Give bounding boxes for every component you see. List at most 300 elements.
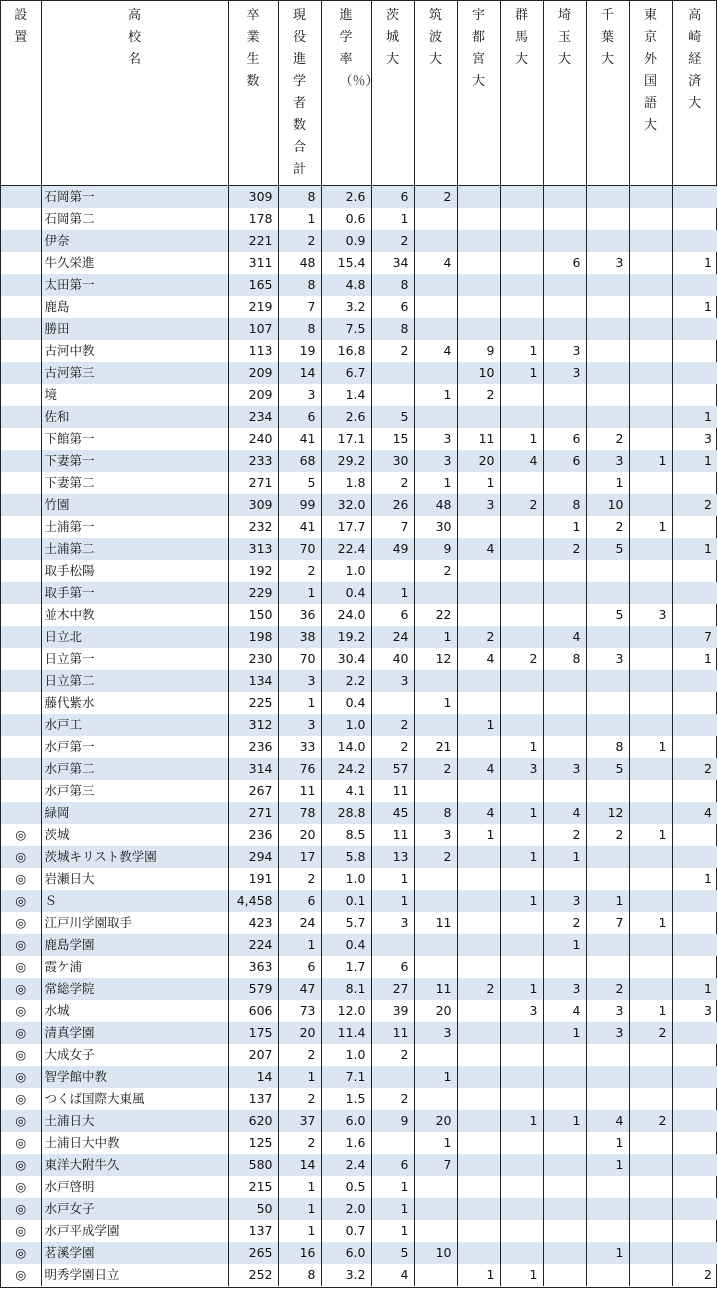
value-cell: 6 [371, 1154, 414, 1176]
value-cell [543, 1044, 586, 1066]
setup-mark-cell [1, 516, 41, 538]
value-cell: 2 [278, 1132, 321, 1154]
value-cell [414, 582, 457, 604]
value-cell [414, 1044, 457, 1066]
value-cell: 1 [457, 714, 500, 736]
value-cell: 48 [414, 494, 457, 516]
setup-mark-cell [1, 494, 41, 516]
value-cell [543, 670, 586, 692]
value-cell [629, 582, 672, 604]
value-cell: 11 [371, 824, 414, 846]
school-name-cell: 土浦日大 [41, 1110, 228, 1132]
value-cell: 3 [500, 758, 543, 780]
setup-mark-cell [1, 714, 41, 736]
school-name-cell: 岩瀬日大 [41, 868, 228, 890]
value-cell [586, 186, 629, 209]
value-cell: 1 [629, 450, 672, 472]
value-cell [586, 560, 629, 582]
value-cell: 12.0 [321, 1000, 371, 1022]
value-cell: 1 [414, 626, 457, 648]
value-cell [586, 230, 629, 252]
value-cell: 57 [371, 758, 414, 780]
value-cell [629, 868, 672, 890]
value-cell [500, 1066, 543, 1088]
setup-mark-cell [1, 648, 41, 670]
value-cell: 2 [414, 846, 457, 868]
value-cell: 2 [457, 384, 500, 406]
value-cell [500, 1176, 543, 1198]
value-cell [629, 956, 672, 978]
value-cell: 1 [278, 1176, 321, 1198]
value-cell: 294 [228, 846, 278, 868]
value-cell [672, 1088, 717, 1110]
school-name-cell: Ｓ [41, 890, 228, 912]
value-cell [371, 384, 414, 406]
value-cell: 30 [371, 450, 414, 472]
column-header-utsunomiya-univ: 宇都宮大 [457, 1, 500, 186]
value-cell [543, 560, 586, 582]
value-cell [500, 208, 543, 230]
value-cell: 2 [672, 758, 717, 780]
value-cell: 7.1 [321, 1066, 371, 1088]
setup-mark-cell [1, 758, 41, 780]
value-cell: 1 [672, 868, 717, 890]
school-name-cell: 竹園 [41, 494, 228, 516]
value-cell: 125 [228, 1132, 278, 1154]
value-cell [629, 406, 672, 428]
school-name-cell: 茨城 [41, 824, 228, 846]
school-name-cell: 水戸啓明 [41, 1176, 228, 1198]
value-cell [586, 670, 629, 692]
value-cell: 15 [371, 428, 414, 450]
value-cell [500, 186, 543, 209]
value-cell [457, 1022, 500, 1044]
school-name-cell: 下妻第一 [41, 450, 228, 472]
value-cell: 312 [228, 714, 278, 736]
value-cell: 7 [371, 516, 414, 538]
value-cell [543, 714, 586, 736]
value-cell: 1 [500, 846, 543, 868]
value-cell [543, 956, 586, 978]
school-name-cell: 境 [41, 384, 228, 406]
value-cell: 0.5 [321, 1176, 371, 1198]
value-cell [672, 780, 717, 802]
value-cell: 10 [457, 362, 500, 384]
value-cell [500, 296, 543, 318]
school-name-cell: 緑岡 [41, 802, 228, 824]
value-cell [500, 714, 543, 736]
value-cell [629, 934, 672, 956]
value-cell: 3 [543, 890, 586, 912]
value-cell: 137 [228, 1088, 278, 1110]
value-cell: 0.4 [321, 582, 371, 604]
table-row [1, 1110, 717, 1132]
value-cell: 6 [543, 428, 586, 450]
value-cell: 2 [586, 824, 629, 846]
value-cell [586, 1176, 629, 1198]
setup-mark-cell: ◎ [15, 871, 27, 886]
value-cell [543, 208, 586, 230]
value-cell [672, 912, 717, 934]
value-cell: 1 [457, 472, 500, 494]
value-cell: 4 [414, 340, 457, 362]
value-cell: 1 [500, 340, 543, 362]
setup-mark-cell [1, 582, 41, 604]
table-row [1, 560, 717, 582]
value-cell: 4 [672, 802, 717, 824]
value-cell: 4 [457, 758, 500, 780]
value-cell [586, 296, 629, 318]
value-cell: 1.4 [321, 384, 371, 406]
setup-mark-cell [1, 186, 41, 209]
table-row [1, 1220, 717, 1242]
value-cell: 11 [457, 428, 500, 450]
value-cell: 14 [278, 362, 321, 384]
value-cell [457, 208, 500, 230]
value-cell [672, 1066, 717, 1088]
value-cell: 6 [371, 296, 414, 318]
value-cell: 16.8 [321, 340, 371, 362]
value-cell [629, 846, 672, 868]
table-row [1, 208, 717, 230]
school-name-cell: 水戸女子 [41, 1198, 228, 1220]
column-header-saitama-univ: 埼玉大 [543, 1, 586, 186]
value-cell: 2.0 [321, 1198, 371, 1220]
value-cell: 1 [500, 736, 543, 758]
value-cell: 3 [543, 978, 586, 1000]
value-cell: 8.1 [321, 978, 371, 1000]
table-row [1, 890, 717, 912]
value-cell: 1 [414, 1066, 457, 1088]
value-cell: 225 [228, 692, 278, 714]
school-name-cell: 勝田 [41, 318, 228, 340]
school-name-cell: 常総学院 [41, 978, 228, 1000]
value-cell [500, 560, 543, 582]
value-cell: 1 [414, 692, 457, 714]
value-cell [457, 560, 500, 582]
value-cell [629, 626, 672, 648]
value-cell: 107 [228, 318, 278, 340]
value-cell: 4 [543, 626, 586, 648]
value-cell [629, 1176, 672, 1198]
value-cell [543, 1088, 586, 1110]
value-cell [500, 934, 543, 956]
table-row [1, 406, 717, 428]
value-cell [672, 1110, 717, 1132]
value-cell: 11 [278, 780, 321, 802]
setup-mark-cell [1, 626, 41, 648]
value-cell [457, 1176, 500, 1198]
value-cell: 2 [586, 516, 629, 538]
value-cell [672, 1132, 717, 1154]
column-header-rate: 進学率（％） [321, 1, 371, 186]
table-row [1, 582, 717, 604]
value-cell [414, 296, 457, 318]
value-cell: 1 [543, 846, 586, 868]
value-cell [629, 560, 672, 582]
value-cell [543, 582, 586, 604]
value-cell [543, 1242, 586, 1264]
value-cell: 2.6 [321, 186, 371, 209]
setup-mark-cell [1, 274, 41, 296]
value-cell: 3 [672, 1000, 717, 1022]
setup-mark-cell: ◎ [15, 915, 27, 930]
value-cell [629, 648, 672, 670]
value-cell [500, 868, 543, 890]
value-cell [457, 670, 500, 692]
table-row [1, 868, 717, 890]
value-cell: 2 [543, 824, 586, 846]
setup-mark-cell: ◎ [1, 846, 41, 868]
value-cell: 313 [228, 538, 278, 560]
value-cell [500, 582, 543, 604]
table-row [1, 296, 717, 318]
value-cell: 34 [371, 252, 414, 274]
value-cell [672, 274, 717, 296]
column-header-chiba-univ: 千葉大 [586, 1, 629, 186]
value-cell: 99 [278, 494, 321, 516]
table-row [1, 604, 717, 626]
value-cell: 8 [278, 1264, 321, 1286]
value-cell: 1 [278, 1220, 321, 1242]
value-cell [672, 1154, 717, 1176]
table-row [1, 1154, 717, 1176]
value-cell: 76 [278, 758, 321, 780]
value-cell: 1 [500, 802, 543, 824]
value-cell [500, 780, 543, 802]
value-cell: 7.5 [321, 318, 371, 340]
value-cell: 1 [371, 890, 414, 912]
value-cell: 2 [629, 1022, 672, 1044]
value-cell [672, 230, 717, 252]
value-cell: 1 [672, 450, 717, 472]
table-row [1, 736, 717, 758]
value-cell [457, 780, 500, 802]
value-cell: 4 [543, 802, 586, 824]
value-cell [543, 780, 586, 802]
value-cell [543, 1198, 586, 1220]
value-cell: 4,458 [228, 890, 278, 912]
value-cell: 11.4 [321, 1022, 371, 1044]
value-cell: 5 [371, 1242, 414, 1264]
value-cell [457, 230, 500, 252]
setup-mark-cell: ◎ [15, 1223, 27, 1238]
value-cell [672, 318, 717, 340]
setup-mark-cell: ◎ [15, 1003, 27, 1018]
value-cell: 8 [278, 274, 321, 296]
value-cell [543, 296, 586, 318]
value-cell [672, 362, 717, 384]
setup-mark-cell: ◎ [15, 959, 27, 974]
value-cell [500, 516, 543, 538]
table-row [1, 340, 717, 362]
value-cell [629, 670, 672, 692]
value-cell: 11 [371, 780, 414, 802]
value-cell: 1.6 [321, 1132, 371, 1154]
value-cell [672, 604, 717, 626]
value-cell: 1 [586, 890, 629, 912]
school-name-cell: 水城 [41, 1000, 228, 1022]
column-header-setup: 設置 [1, 1, 41, 186]
value-cell [672, 340, 717, 362]
school-name-cell: 水戸平成学園 [41, 1220, 228, 1242]
value-cell: 3 [414, 1022, 457, 1044]
value-cell [414, 1088, 457, 1110]
value-cell: 1 [371, 582, 414, 604]
value-cell: 1 [278, 1198, 321, 1220]
school-name-cell: 日立第一 [41, 648, 228, 670]
value-cell: 24 [371, 626, 414, 648]
setup-mark-cell [1, 780, 41, 802]
value-cell [586, 208, 629, 230]
table-row [1, 472, 717, 494]
setup-mark-cell [1, 692, 41, 714]
value-cell: 1 [371, 1220, 414, 1242]
value-cell [672, 934, 717, 956]
value-cell [586, 340, 629, 362]
value-cell [586, 582, 629, 604]
value-cell: 1 [500, 428, 543, 450]
setup-mark-cell: ◎ [1, 934, 41, 956]
table-row [1, 274, 717, 296]
value-cell: 1 [500, 1264, 543, 1286]
value-cell [500, 604, 543, 626]
value-cell [500, 472, 543, 494]
value-cell [672, 890, 717, 912]
value-cell: 1 [371, 868, 414, 890]
value-cell: 2 [371, 736, 414, 758]
value-cell: 134 [228, 670, 278, 692]
value-cell: 3 [629, 604, 672, 626]
value-cell: 620 [228, 1110, 278, 1132]
value-cell: 8 [278, 318, 321, 340]
value-cell: 236 [228, 736, 278, 758]
value-cell [629, 494, 672, 516]
value-cell: 4 [457, 802, 500, 824]
value-cell: 3 [457, 494, 500, 516]
school-name-cell: 取手第一 [41, 582, 228, 604]
school-name-cell: 明秀学園日立 [41, 1264, 228, 1286]
table-row [1, 802, 717, 824]
value-cell [543, 1066, 586, 1088]
value-cell: 2 [414, 186, 457, 209]
value-cell: 7 [672, 626, 717, 648]
value-cell [414, 362, 457, 384]
value-cell [500, 692, 543, 714]
value-cell: 2.2 [321, 670, 371, 692]
value-cell [629, 1044, 672, 1066]
value-cell: 207 [228, 1044, 278, 1066]
value-cell: 3 [543, 340, 586, 362]
value-cell: 1 [278, 208, 321, 230]
value-cell: 20 [278, 1022, 321, 1044]
value-cell: 252 [228, 1264, 278, 1286]
value-cell: 3 [414, 428, 457, 450]
school-name-cell: 伊奈 [41, 230, 228, 252]
value-cell [414, 714, 457, 736]
value-cell: 6.0 [321, 1110, 371, 1132]
setup-mark-cell [1, 736, 41, 758]
value-cell: 7 [414, 1154, 457, 1176]
value-cell [543, 274, 586, 296]
value-cell [500, 956, 543, 978]
value-cell: 70 [278, 538, 321, 560]
school-name-cell: 取手松陽 [41, 560, 228, 582]
value-cell [414, 934, 457, 956]
value-cell: 70 [278, 648, 321, 670]
value-cell: 2 [414, 560, 457, 582]
value-cell: 26 [371, 494, 414, 516]
value-cell: 1 [629, 736, 672, 758]
value-cell: 0.4 [321, 934, 371, 956]
value-cell: 21 [414, 736, 457, 758]
value-cell: 11 [414, 912, 457, 934]
value-cell: 3 [543, 362, 586, 384]
value-cell [629, 802, 672, 824]
value-cell [629, 428, 672, 450]
school-name-cell: 霞ケ浦 [41, 956, 228, 978]
value-cell: 1 [672, 978, 717, 1000]
value-cell [672, 736, 717, 758]
value-cell: 137 [228, 1220, 278, 1242]
school-name-cell: 水戸工 [41, 714, 228, 736]
table-row [1, 516, 717, 538]
value-cell [414, 780, 457, 802]
setup-mark-cell [1, 208, 41, 230]
setup-mark-cell: ◎ [15, 827, 27, 842]
value-cell: 5.8 [321, 846, 371, 868]
value-cell: 50 [228, 1198, 278, 1220]
value-cell [672, 824, 717, 846]
value-cell: 229 [228, 582, 278, 604]
value-cell [629, 296, 672, 318]
value-cell [672, 186, 717, 209]
value-cell: 17.7 [321, 516, 371, 538]
value-cell: 1 [629, 824, 672, 846]
setup-mark-cell [1, 252, 41, 274]
value-cell: 3 [278, 384, 321, 406]
value-cell: 73 [278, 1000, 321, 1022]
value-cell [629, 186, 672, 209]
school-name-cell: 石岡第一 [41, 186, 228, 209]
setup-mark-cell: ◎ [1, 978, 41, 1000]
school-name-cell: 東洋大附牛久 [41, 1154, 228, 1176]
value-cell [629, 538, 672, 560]
value-cell: 4.1 [321, 780, 371, 802]
value-cell [672, 516, 717, 538]
setup-mark-cell: ◎ [1, 1242, 41, 1264]
value-cell: 198 [228, 626, 278, 648]
value-cell [457, 890, 500, 912]
value-cell [457, 318, 500, 340]
value-cell [543, 1154, 586, 1176]
value-cell: 1 [500, 890, 543, 912]
value-cell [500, 318, 543, 340]
value-cell [543, 318, 586, 340]
value-cell [586, 1066, 629, 1088]
value-cell [457, 582, 500, 604]
value-cell [371, 934, 414, 956]
value-cell: 47 [278, 978, 321, 1000]
value-cell [629, 1088, 672, 1110]
value-cell [457, 186, 500, 209]
value-cell [500, 1220, 543, 1242]
value-cell [457, 1110, 500, 1132]
value-cell: 6 [278, 956, 321, 978]
value-cell: 1 [278, 1066, 321, 1088]
value-cell: 9 [371, 1110, 414, 1132]
school-name-cell: 水戸第三 [41, 780, 228, 802]
